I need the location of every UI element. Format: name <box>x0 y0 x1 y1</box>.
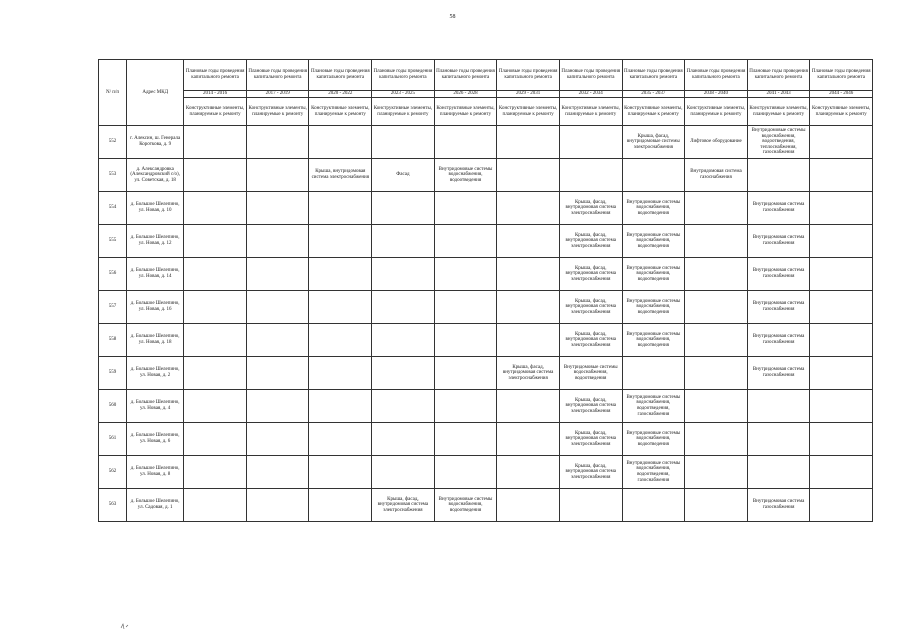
row-number: 557 <box>99 291 127 324</box>
header-period-title: Плановые годы проведения капитального ремонта <box>246 60 309 91</box>
repair-work-cell <box>497 423 560 456</box>
repair-work-cell <box>246 192 309 225</box>
header-structural-note: Конструктивные элементы, планируемые к ремонту <box>747 98 810 126</box>
table-row <box>99 390 873 423</box>
repair-work-cell <box>810 159 873 192</box>
header-number: N/ п/п <box>99 60 127 126</box>
repair-work-cell <box>434 258 497 291</box>
repair-work-cell <box>309 357 372 390</box>
repair-work-cell <box>810 258 873 291</box>
row-number: 563 <box>99 489 127 522</box>
repair-work-cell <box>309 192 372 225</box>
repair-work-cell <box>372 324 435 357</box>
repair-work-cell <box>372 456 435 489</box>
repair-work-cell <box>559 489 622 522</box>
table-body <box>99 126 873 522</box>
table-row <box>99 456 873 489</box>
repair-work-cell <box>810 423 873 456</box>
repair-work-cell: Внутридомовые системы водоснабжения, водоотведения, теплоснабжения, газоснабжения <box>747 126 810 159</box>
repair-work-cell <box>309 324 372 357</box>
repair-work-cell: Крыша, внутридомовая система электроснабжения <box>309 159 372 192</box>
repair-work-cell <box>309 489 372 522</box>
table-row <box>99 489 873 522</box>
repair-work-cell <box>810 324 873 357</box>
repair-work-cell <box>685 258 748 291</box>
repair-work-cell <box>810 126 873 159</box>
header-structural-note: Конструктивные элементы, планируемые к ремонту <box>685 98 748 126</box>
row-number: 552 <box>99 126 127 159</box>
repair-work-cell <box>372 390 435 423</box>
repair-work-cell: Крыша, фасад, внутридомовая система электроснабжения <box>559 423 622 456</box>
row-address: д. Большое Шелепино, ул. Новая, д. 2 <box>127 357 184 390</box>
row-address: д. Большое Шелепино, ул. Новая, д. 18 <box>127 324 184 357</box>
repair-work-cell: Фасад <box>372 159 435 192</box>
repair-work-cell <box>622 357 685 390</box>
repair-work-cell <box>434 324 497 357</box>
repair-work-cell <box>497 225 560 258</box>
repair-work-cell: Внутридомовые системы водоснабжения, водоотведения <box>622 324 685 357</box>
repair-work-cell <box>685 291 748 324</box>
repair-schedule-table <box>98 59 873 522</box>
repair-work-cell <box>747 456 810 489</box>
repair-work-cell: Внутридомовая система газоснабжения <box>747 291 810 324</box>
row-address: д. Большое Шелепино, ул. Новая, д. 8 <box>127 456 184 489</box>
repair-work-cell <box>184 456 247 489</box>
repair-work-cell <box>184 159 247 192</box>
repair-work-cell: Внутридомовая система газоснабжения <box>685 159 748 192</box>
repair-work-cell <box>184 423 247 456</box>
repair-work-cell <box>372 423 435 456</box>
repair-work-cell <box>497 291 560 324</box>
repair-work-cell <box>434 192 497 225</box>
header-period-title: Плановые годы проведения капитального ремонта <box>685 60 748 91</box>
repair-work-cell: Внутридомовые системы водоснабжения, водоотведения <box>622 258 685 291</box>
repair-work-cell <box>184 258 247 291</box>
repair-work-cell <box>184 225 247 258</box>
repair-work-cell: Крыша, фасад, внутридомовая система электроснабжения <box>559 192 622 225</box>
repair-work-cell <box>372 126 435 159</box>
row-address: г. Алексин, ш. Генерала Короткова, д. 9 <box>127 126 184 159</box>
header-address: Адрес МКД <box>127 60 184 126</box>
repair-work-cell: Крыша, фасад, внутридомовая система электроснабжения <box>559 390 622 423</box>
repair-work-cell <box>309 456 372 489</box>
repair-work-cell <box>372 258 435 291</box>
repair-work-cell <box>685 390 748 423</box>
repair-work-cell <box>810 489 873 522</box>
repair-work-cell <box>184 357 247 390</box>
repair-work-cell <box>309 291 372 324</box>
row-number: 558 <box>99 324 127 357</box>
header-period-title: Плановые годы проведения капитального ремонта <box>434 60 497 91</box>
repair-work-cell <box>497 192 560 225</box>
repair-work-cell <box>246 423 309 456</box>
repair-work-cell: Крыша, фасад, внутридомовая система электроснабжения <box>559 225 622 258</box>
repair-work-cell <box>497 324 560 357</box>
header-period-years: 2023 - 2025 <box>372 91 435 98</box>
repair-work-cell: Внутридомовые системы водоснабжения, водоотведения <box>559 357 622 390</box>
repair-work-cell <box>747 423 810 456</box>
repair-work-cell: Внутридомовые системы водоснабжения, водоотведения <box>622 225 685 258</box>
repair-work-cell <box>497 489 560 522</box>
repair-work-cell <box>246 159 309 192</box>
repair-work-cell <box>685 456 748 489</box>
table-header <box>99 60 873 126</box>
repair-work-cell: Внутридомовая система газоснабжения <box>747 489 810 522</box>
repair-work-cell <box>372 291 435 324</box>
repair-work-cell <box>246 258 309 291</box>
repair-work-cell: Внутридомовая система газоснабжения <box>747 324 810 357</box>
row-address: д. Большое Шелепино, ул. Садовая, д. 1 <box>127 489 184 522</box>
repair-work-cell: Внутридомовая система газоснабжения <box>747 357 810 390</box>
repair-work-cell: Внутридомовые системы водоснабжения, водоотведения <box>434 159 497 192</box>
repair-work-cell: Внутридомовые системы водоснабжения, водоотведения, газоснабжения <box>622 456 685 489</box>
header-structural-note: Конструктивные элементы, планируемые к ремонту <box>184 98 247 126</box>
repair-work-cell <box>685 423 748 456</box>
row-number: 559 <box>99 357 127 390</box>
table-row <box>99 291 873 324</box>
row-address: д. Большое Шелепино, ул. Новая, д. 4 <box>127 390 184 423</box>
repair-work-cell <box>434 357 497 390</box>
repair-work-cell: Крыша, фасад, внутридомовая система электроснабжения <box>559 258 622 291</box>
repair-work-cell <box>434 456 497 489</box>
repair-work-cell: Внутридомовые системы водоснабжения, водоотведения <box>434 489 497 522</box>
page-number: 58 <box>449 14 456 20</box>
repair-work-cell <box>246 390 309 423</box>
header-period-years: 2044 - 2046 <box>810 91 873 98</box>
repair-work-cell: Внутридомовые системы водоснабжения, водоотведения <box>622 192 685 225</box>
row-number: 561 <box>99 423 127 456</box>
repair-work-cell: Внутридомовая система газоснабжения <box>747 258 810 291</box>
table-row <box>99 324 873 357</box>
repair-work-cell: Крыша, фасад, внутридомовая система электроснабжения <box>559 291 622 324</box>
header-period-title: Плановые годы проведения капитального ремонта <box>559 60 622 91</box>
header-structural-note: Конструктивные элементы, планируемые к ремонту <box>559 98 622 126</box>
header-period-years: 2029 - 2031 <box>497 91 560 98</box>
repair-work-cell: Крыша, фасад, внутридомовые системы электроснабжения <box>622 126 685 159</box>
row-address: д. Большое Шелепино, ул. Новая, д. 14 <box>127 258 184 291</box>
repair-work-cell: Внутридомовая система газоснабжения <box>747 225 810 258</box>
repair-work-cell <box>810 357 873 390</box>
repair-work-cell <box>810 456 873 489</box>
repair-work-cell <box>685 489 748 522</box>
table-row <box>99 192 873 225</box>
repair-work-cell <box>685 225 748 258</box>
repair-work-cell <box>497 159 560 192</box>
repair-work-cell: Лифтовое оборудование <box>685 126 748 159</box>
header-period-years: 2020 - 2022 <box>309 91 372 98</box>
repair-work-cell: Внутридомовые системы водоснабжения, водоотведения, газоснабжения <box>622 390 685 423</box>
table-row <box>99 159 873 192</box>
repair-work-cell <box>810 291 873 324</box>
row-number: 555 <box>99 225 127 258</box>
header-period-title: Плановые годы проведения капитального ремонта <box>372 60 435 91</box>
header-period-title: Плановые годы проведения капитального ремонта <box>497 60 560 91</box>
row-address: д. Большое Шелепино, ул. Новая, д. 10 <box>127 192 184 225</box>
repair-work-cell <box>246 456 309 489</box>
repair-work-cell <box>685 192 748 225</box>
table-row <box>99 423 873 456</box>
header-period-years: 2017 - 2019 <box>246 91 309 98</box>
header-period-years: 2014 - 2016 <box>184 91 247 98</box>
repair-work-cell <box>309 225 372 258</box>
header-period-title: Плановые годы проведения капитального ремонта <box>309 60 372 91</box>
header-period-years: 2035 - 2037 <box>622 91 685 98</box>
repair-work-cell <box>747 159 810 192</box>
repair-work-cell <box>810 192 873 225</box>
repair-work-cell <box>246 324 309 357</box>
repair-work-cell <box>810 390 873 423</box>
row-number: 553 <box>99 159 127 192</box>
repair-work-cell <box>434 291 497 324</box>
repair-work-cell <box>497 390 560 423</box>
repair-work-cell <box>184 390 247 423</box>
repair-work-cell <box>184 324 247 357</box>
repair-work-cell <box>246 126 309 159</box>
header-structural-note: Конструктивные элементы, планируемые к ремонту <box>309 98 372 126</box>
repair-work-cell: Крыша, фасад, внутридомовая система электроснабжения <box>559 456 622 489</box>
repair-work-cell <box>434 126 497 159</box>
repair-work-cell <box>184 291 247 324</box>
repair-work-cell <box>434 390 497 423</box>
repair-work-cell <box>497 126 560 159</box>
repair-work-cell <box>309 258 372 291</box>
row-address: д. Большое Шелепино, ул. Новая, д. 6 <box>127 423 184 456</box>
repair-work-cell <box>184 126 247 159</box>
repair-work-cell <box>559 159 622 192</box>
header-period-years: 2032 - 2034 <box>559 91 622 98</box>
header-period-years: 2038 - 2040 <box>685 91 748 98</box>
repair-work-cell: Крыша, фасад, внутридомовая система электроснабжения <box>497 357 560 390</box>
repair-work-cell <box>184 489 247 522</box>
header-period-title: Плановые годы проведения капитального ремонта <box>184 60 247 91</box>
row-address: д. Александровка (Александровский с/о), ул. Советская, д. 18 <box>127 159 184 192</box>
repair-work-cell <box>372 225 435 258</box>
row-number: 562 <box>99 456 127 489</box>
repair-work-cell <box>434 225 497 258</box>
repair-work-cell <box>622 489 685 522</box>
header-structural-note: Конструктивные элементы, планируемые к ремонту <box>810 98 873 126</box>
repair-work-cell <box>309 126 372 159</box>
repair-work-cell <box>559 126 622 159</box>
repair-work-cell: Внутридомовые системы водоснабжения, водоотведения <box>622 291 685 324</box>
repair-work-cell <box>622 159 685 192</box>
table-row <box>99 225 873 258</box>
table-row <box>99 357 873 390</box>
header-structural-note: Конструктивные элементы, планируемые к ремонту <box>246 98 309 126</box>
row-number: 554 <box>99 192 127 225</box>
repair-work-cell <box>497 258 560 291</box>
repair-work-cell <box>685 357 748 390</box>
repair-work-cell <box>309 423 372 456</box>
row-address: д. Большое Шелепино, ул. Новая, д. 12 <box>127 225 184 258</box>
header-period-title: Плановые годы проведения капитального ремонта <box>810 60 873 91</box>
repair-work-cell <box>246 489 309 522</box>
header-period-years: 2041 - 2043 <box>747 91 810 98</box>
repair-work-cell <box>246 357 309 390</box>
header-period-title: Плановые годы проведения капитального ремонта <box>622 60 685 91</box>
row-number: 556 <box>99 258 127 291</box>
header-structural-note: Конструктивные элементы, планируемые к ремонту <box>372 98 435 126</box>
repair-work-cell <box>747 390 810 423</box>
pen-mark <box>120 622 132 630</box>
table-row <box>99 126 873 159</box>
header-period-title: Плановые годы проведения капитального ремонта <box>747 60 810 91</box>
row-number: 560 <box>99 390 127 423</box>
repair-work-cell <box>810 225 873 258</box>
repair-work-cell <box>372 192 435 225</box>
repair-work-cell <box>309 390 372 423</box>
repair-work-cell <box>685 324 748 357</box>
repair-work-cell <box>246 291 309 324</box>
header-structural-note: Конструктивные элементы, планируемые к ремонту <box>434 98 497 126</box>
header-period-years: 2026 - 2028 <box>434 91 497 98</box>
repair-work-cell: Внутридомовые системы водоснабжения, водоотведения <box>622 423 685 456</box>
table-row <box>99 258 873 291</box>
repair-work-cell <box>246 225 309 258</box>
repair-work-cell: Внутридомовая система газоснабжения <box>747 192 810 225</box>
row-address: д. Большое Шелепино, ул. Новая, д. 16 <box>127 291 184 324</box>
repair-work-cell: Крыша, фасад, внутридомовая система электроснабжения <box>559 324 622 357</box>
header-structural-note: Конструктивные элементы, планируемые к ремонту <box>497 98 560 126</box>
repair-work-cell <box>372 357 435 390</box>
repair-work-cell: Крыша, фасад, внутридомовая система электроснабжения <box>372 489 435 522</box>
repair-work-cell <box>184 192 247 225</box>
header-structural-note: Конструктивные элементы, планируемые к ремонту <box>622 98 685 126</box>
repair-work-cell <box>434 423 497 456</box>
repair-work-cell <box>497 456 560 489</box>
